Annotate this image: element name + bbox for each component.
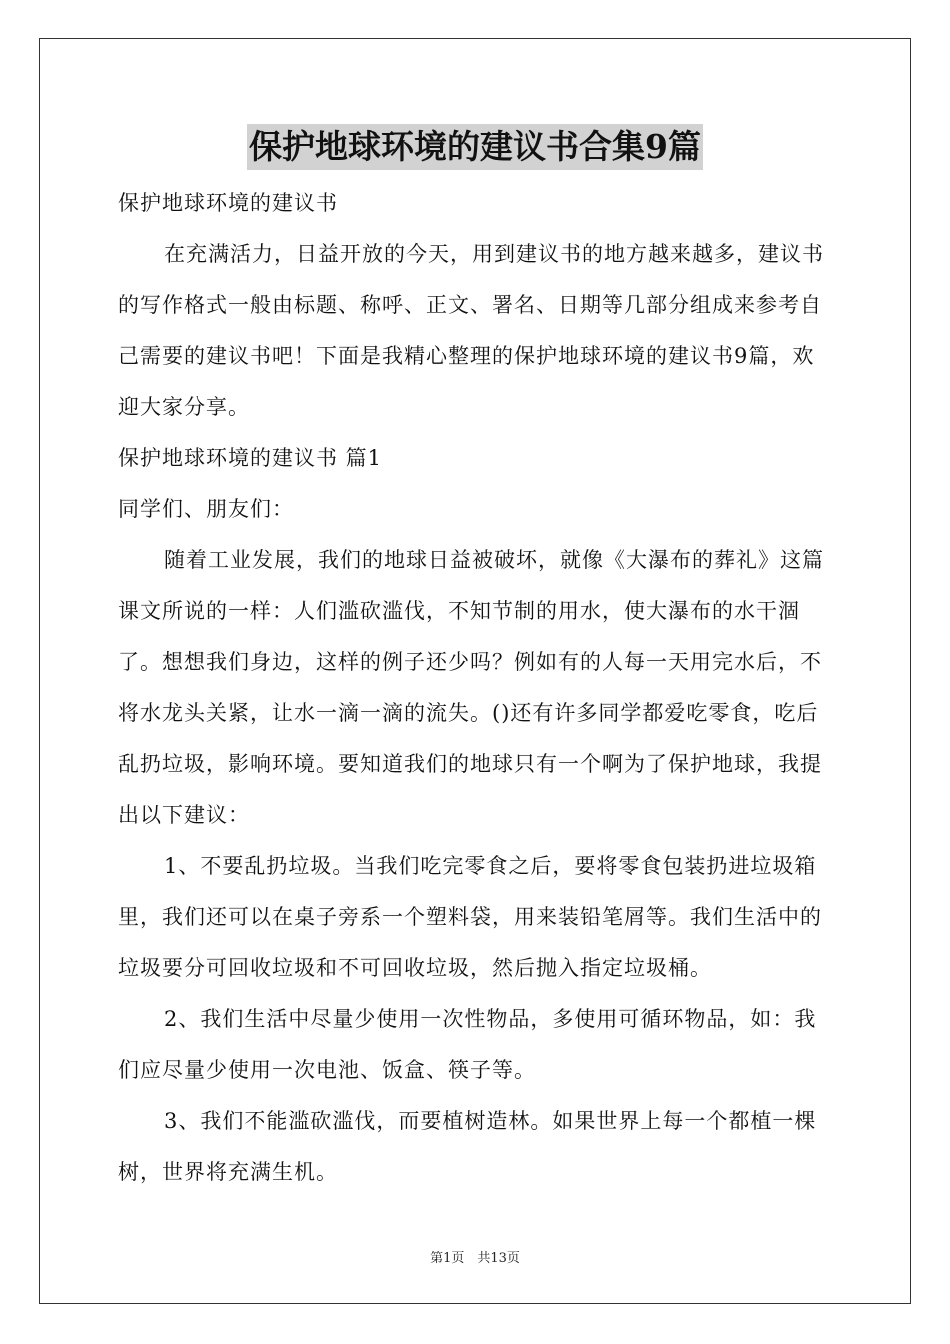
body-paragraph: 随着工业发展，我们的地球日益被破坏，就像《大瀑布的葬礼》这篇课文所说的一样：人们滥砍滥伐，不知节制的用水，使大瀑布的水干涸了。想想我们身边，这样的例子还少吗？例如有的人每一天用完水后，不将水龙头关紧，让水一滴一滴的流失。()还有许多同学都爱吃零食，吃后乱扔垃圾，影响环境。要知道我们的地球只有一个啊为了保护地球，我提出以下建议： [118, 548, 824, 827]
suggestion-item-2: 2、我们生活中尽量少使用一次性物品，多使用可循环物品，如：我们应尽量少使用一次电池、饭盒、筷子等。 [118, 1007, 817, 1082]
document-title: 保护地球环境的建议书合集9篇 [247, 124, 703, 170]
chapter-heading: 保护地球环境的建议书 篇1 [118, 446, 383, 470]
section-heading: 保护地球环境的建议书 [118, 191, 338, 215]
salutation: 同学们、朋友们： [118, 497, 294, 521]
page-footer [0, 1250, 950, 1268]
title-container [0, 124, 950, 170]
intro-paragraph: 在充满活力，日益开放的今天，用到建议书的地方越来越多，建议书的写作格式一般由标题、称呼、正文、署名、日期等几部分组成来参考自己需要的建议书吧！下面是我精心整理的保护地球环境的建议书9篇，欢迎大家分享。 [118, 242, 824, 419]
page-number: 第1页 共13页 [430, 1251, 520, 1266]
suggestion-item-3: 3、我们不能滥砍滥伐，而要植树造林。如果世界上每一个都植一棵树，世界将充满生机。 [118, 1109, 817, 1184]
suggestion-item-1: 1、不要乱扔垃圾。当我们吃完零食之后，要将零食包装扔进垃圾箱里，我们还可以在桌子旁系一个塑料袋，用来装铅笔屑等。我们生活中的垃圾要分可回收垃圾和不可回收垃圾，然后抛入指定垃圾桶。 [118, 854, 822, 980]
document-body [118, 178, 834, 1198]
